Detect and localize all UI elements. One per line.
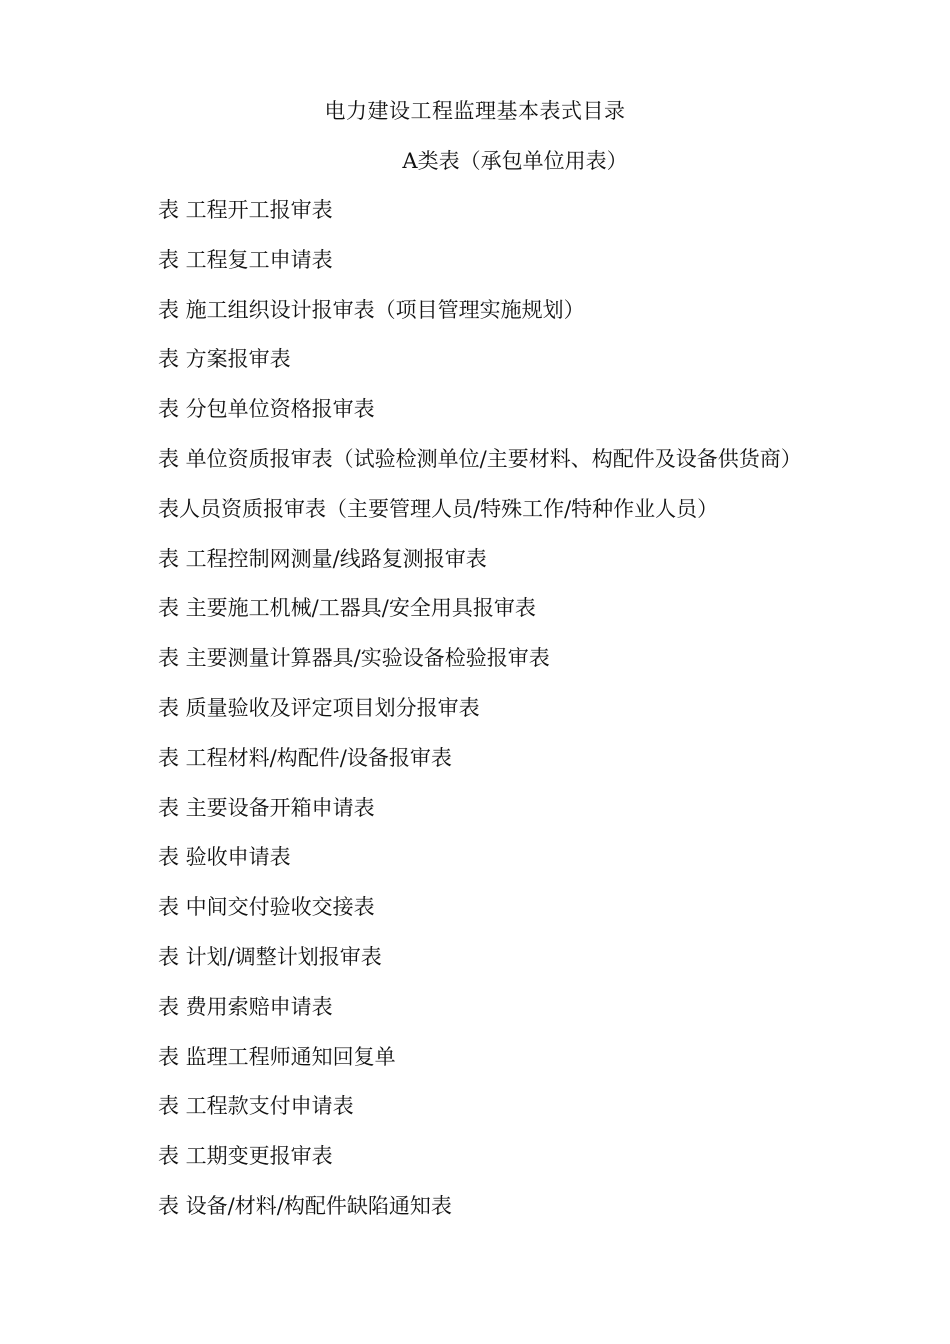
form-list — [158, 195, 918, 1241]
form-list-item: 表 工程材料/构配件/设备报审表 — [158, 745, 452, 770]
form-list-item: 表 设备/材料/构配件缺陷通知表 — [158, 1193, 452, 1218]
form-list-item: 表 主要设备开箱申请表 — [158, 795, 375, 820]
form-list-item: 表 施工组织设计报审表（项目管理实施规划） — [158, 297, 585, 322]
form-list-item: 表 计划/调整计划报审表 — [158, 944, 382, 969]
form-list-item: 表 监理工程师通知回复单 — [158, 1044, 396, 1069]
form-list-item: 表 工期变更报审表 — [158, 1144, 333, 1169]
form-list-item: 表 费用索赔申请表 — [158, 994, 333, 1019]
form-list-item: 表 主要施工机械/工器具/安全用具报审表 — [158, 596, 536, 621]
form-list-item: 表 单位资质报审表（试验检测单位/主要材料、构配件及设备供货商） — [158, 446, 802, 471]
form-list-item: 表 验收申请表 — [158, 845, 291, 870]
form-list-item: 表 方案报审表 — [158, 347, 291, 372]
form-list-item: 表 工程款支付申请表 — [158, 1094, 354, 1119]
form-list-item: 表 工程复工申请表 — [158, 247, 333, 272]
form-list-item: 表 中间交付验收交接表 — [158, 895, 375, 920]
document-title: 电力建设工程监理基本表式目录 — [324, 99, 626, 123]
form-list-item: 表 工程控制网测量/线路复测报审表 — [158, 546, 487, 571]
form-list-item: 表人员资质报审表（主要管理人员/特殊工作/特种作业人员） — [158, 496, 719, 521]
form-list-item: 表 主要测量计算器具/实验设备检验报审表 — [158, 646, 550, 671]
section-subtitle: A类表（承包单位用表） — [402, 149, 628, 173]
form-list-item: 表 质量验收及评定项目划分报审表 — [158, 695, 480, 720]
form-list-item: 表 分包单位资格报审表 — [158, 397, 375, 422]
form-list-item: 表 工程开工报审表 — [158, 198, 333, 222]
